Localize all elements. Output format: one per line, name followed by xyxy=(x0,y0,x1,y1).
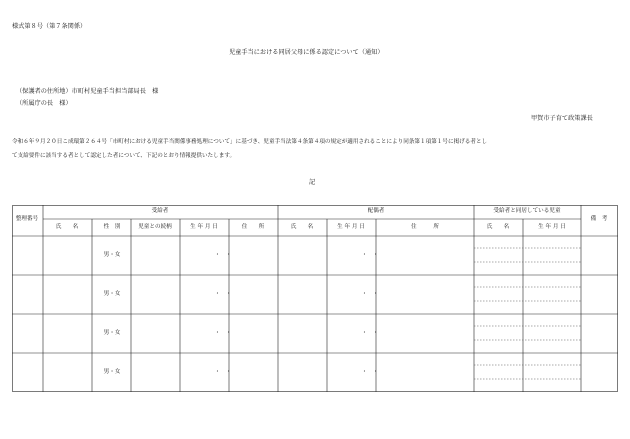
body-line-1: 令和６年９月２０日こ成環第２６４号「市町村における児童手当関係事務処理について」に基づき、児童手当法第４条第４項の規定が適用されることにより同条第１項第１号に掲げる者とし xyxy=(12,139,488,145)
ki-heading: 記 xyxy=(309,179,316,186)
header-biko: 備 考 xyxy=(590,216,608,223)
col-recipient-dob: 生 年 月 日 xyxy=(190,224,218,231)
header-spouse: 配偶者 xyxy=(367,208,385,215)
col-child-dob: 生 年 月 日 xyxy=(538,224,566,231)
header-recipient: 受給者 xyxy=(151,208,169,215)
col-spouse-dob: 生 年 月 日 xyxy=(337,224,365,231)
row-2-spouse-dob: ・ ・ xyxy=(361,291,379,298)
row-4-recipient-dob: ・ ・ xyxy=(214,369,232,376)
info-table xyxy=(12,205,618,392)
row-2-sex: 男・女 xyxy=(103,291,121,298)
col-recipient-name: 氏 名 xyxy=(55,224,79,231)
addressee-2: （所属庁の長 様） xyxy=(16,100,72,107)
addressee-1: （保護者の住所地）市町村児童手当担当部局長 様 xyxy=(16,88,159,95)
row-4-sex: 男・女 xyxy=(103,369,121,376)
col-spouse-name: 氏 名 xyxy=(290,224,314,231)
form-label: 様式第８号（第７条関係） xyxy=(12,23,87,30)
document-title: 児童手当における同居父母に係る認定について（通知） xyxy=(229,49,384,56)
header-seiri-bango: 整理番号 xyxy=(15,216,39,223)
row-1-recipient-dob: ・ ・ xyxy=(214,252,232,259)
sender: 甲賀市子育て政策課長 xyxy=(531,115,593,122)
row-3-sex: 男・女 xyxy=(103,330,121,337)
col-child-name: 氏 名 xyxy=(486,224,510,231)
header-child-group: 受給者と同居している児童 xyxy=(493,208,561,215)
row-3-recipient-dob: ・ ・ xyxy=(214,330,232,337)
row-3-spouse-dob: ・ ・ xyxy=(361,330,379,337)
col-recipient-sex: 性 別 xyxy=(103,224,121,231)
body-line-2: て支給要件に該当する者として認定した者について、下記のとおり情報提供いたします。 xyxy=(12,153,236,159)
row-1-sex: 男・女 xyxy=(103,252,121,259)
col-recipient-address: 住 所 xyxy=(241,224,265,231)
table-grid xyxy=(12,205,618,392)
row-4-spouse-dob: ・ ・ xyxy=(361,369,379,376)
row-2-recipient-dob: ・ ・ xyxy=(214,291,232,298)
col-spouse-address: 住 所 xyxy=(411,224,439,231)
col-recipient-relation: 児童との続柄 xyxy=(138,224,172,231)
row-1-spouse-dob: ・ ・ xyxy=(361,252,379,259)
